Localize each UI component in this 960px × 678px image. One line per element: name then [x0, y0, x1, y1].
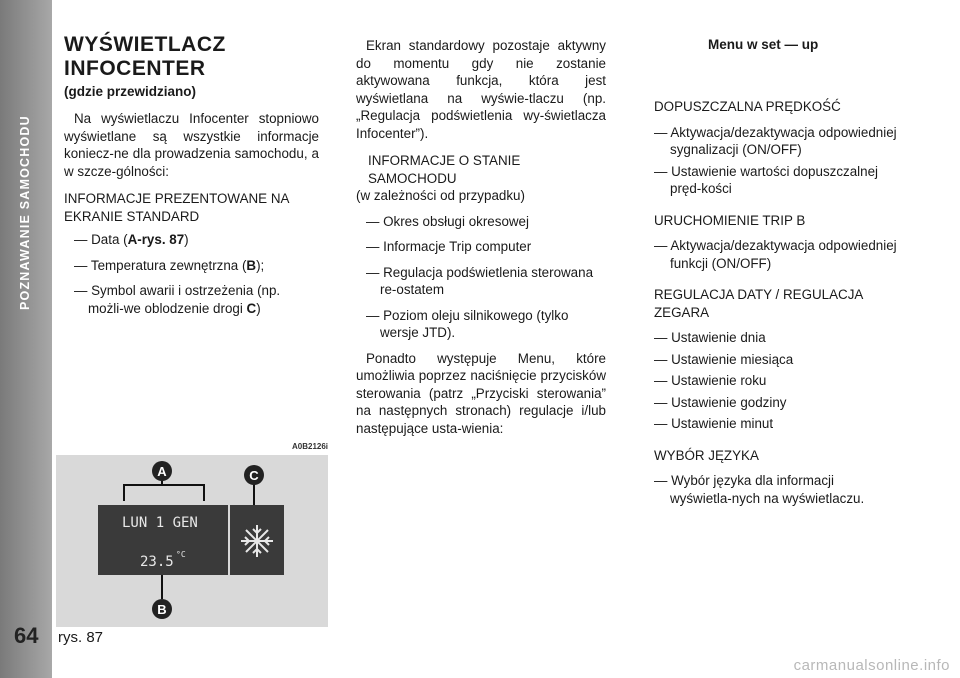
- display-illustration: [56, 455, 328, 627]
- standard-item: — Data (A-rys. 87): [74, 232, 189, 247]
- standard-item: — Temperatura zewnętrzna (B);: [74, 257, 265, 273]
- page-title: WYŚWIETLACZ INFOCENTER: [64, 33, 226, 80]
- section-title: POZNAWANIE SAMOCHODU: [18, 115, 32, 310]
- vehicle-status-item: — Informacje Trip computer: [366, 239, 532, 254]
- watermark: carmanualsonline.info: [793, 657, 950, 674]
- vehicle-status-heading: INFORMACJE O STANIE SAMOCHODU: [368, 153, 521, 186]
- figure-reference: B: [246, 257, 257, 273]
- figure-reference: C: [246, 300, 257, 316]
- menu-item: — Ustawienie dnia: [654, 330, 766, 345]
- standard-item: — Symbol awarii i ostrzeżenia (np. możli-we oblodzenie drogi C): [74, 283, 281, 316]
- menu-item: — Aktywacja/dezaktywacja odpowiedniej funkcji (ON/OFF): [654, 238, 897, 271]
- vehicle-status-item: — Regulacja podświetlenia sterowana re-ostatem: [366, 264, 594, 297]
- right-column: [654, 98, 898, 521]
- menu-setup-heading: Menu w set — up: [708, 37, 819, 52]
- menu-section-heading: DOPUSZCZALNA PRĘDKOŚĆ: [654, 99, 841, 114]
- menu-section-heading: REGULACJA DATY / REGULACJA ZEGARA: [654, 287, 863, 320]
- standard-screen-paragraph: Ekran standardowy pozostaje aktywny do momentu gdy nie zostanie aktywowana funkcja, która jest wyświetlana na wyświe-tlaczu (np. „Regulacja podświetlenia wy-świetlacza Infocenter”).: [356, 38, 606, 141]
- label-b: B: [157, 602, 167, 617]
- subtitle: (gdzie przewidziano): [64, 84, 197, 99]
- menu-item: — Ustawienie roku: [654, 373, 767, 388]
- menu-item: — Ustawienie wartości dopuszczalnej pręd-kości: [654, 163, 879, 196]
- intro-paragraph: Na wyświetlaczu Infocenter stopniowo wyświetlane są wszystkie informacje koniecz-ne dla prowadzenia samochodu, a w szcze-gólności:: [64, 111, 319, 179]
- standard-heading: INFORMACJE PREZENTOWANE NA EKRANIE STANDARD: [64, 191, 289, 224]
- vehicle-status-item: — Okres obsługi okresowej: [366, 213, 529, 229]
- left-column: [64, 110, 319, 325]
- bracket-a: [124, 485, 204, 501]
- vehicle-status-item: — Poziom oleju silnikowego (tylko wersje JTD).: [366, 307, 569, 340]
- sidebar: [0, 0, 52, 678]
- figure-code: A0B2126i: [292, 442, 329, 451]
- menu-item: — Aktywacja/dezaktywacja odpowiedniej sygnalizacji (ON/OFF): [654, 124, 897, 157]
- menu-section-heading: URUCHOMIENIE TRIP B: [654, 212, 806, 228]
- menu-intro-paragraph: Ponadto występuje Menu, które umożliwia poprzez naciśnięcie przycisków sterowania (patrz „Przyciski sterowania” na następnych stronach) regulacje i/lub następujące usta-wienia:: [356, 350, 606, 436]
- menu-item: — Wybór języka dla informacji wyświetla-nych na wyświetlaczu.: [654, 473, 865, 506]
- display-temperature: 23.5: [140, 554, 174, 570]
- display-temp-unit: °C: [176, 550, 186, 559]
- page-number: 64: [14, 623, 39, 648]
- figure-reference: A-rys. 87: [127, 232, 185, 247]
- display-date: LUN 1 GEN: [122, 515, 198, 531]
- label-c: C: [249, 468, 259, 483]
- menu-item: — Ustawienie miesiąca: [654, 351, 794, 367]
- label-a: A: [157, 464, 167, 479]
- figure-caption: rys. 87: [58, 629, 104, 646]
- middle-column: [356, 37, 606, 447]
- menu-item: — Ustawienie minut: [654, 416, 774, 431]
- menu-item: — Ustawienie godziny: [654, 394, 787, 410]
- figure-rys-87: [56, 455, 328, 627]
- menu-section-heading: WYBÓR JĘZYKA: [654, 447, 759, 463]
- vehicle-status-subheading: (w zależności od przypadku): [356, 188, 525, 203]
